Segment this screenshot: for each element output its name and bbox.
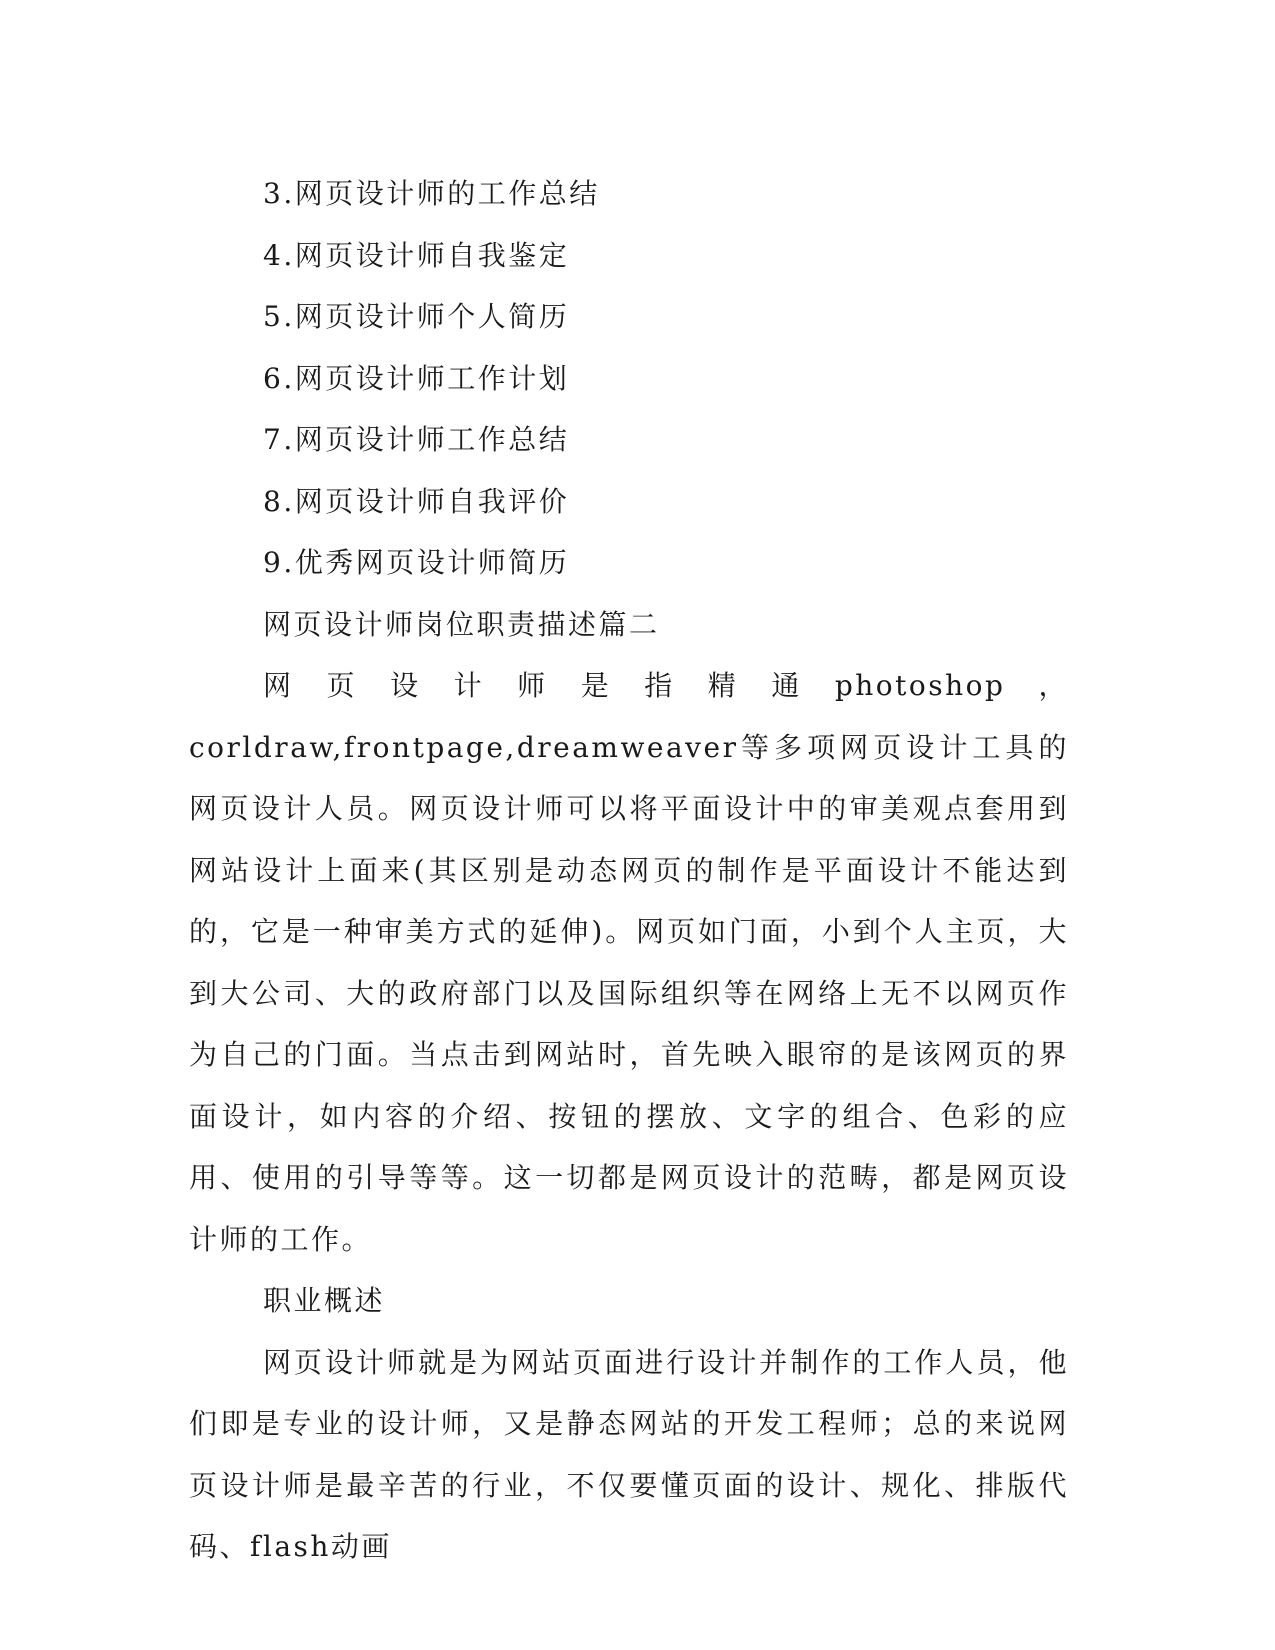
list-item: 8.网页设计师自我评价: [263, 484, 570, 518]
document-body: [189, 163, 1069, 1578]
paragraph-overview: 网页设计师就是为网站页面进行设计并制作的工作人员，他们即是专业的设计师，又是静态网站的开发工程师；总的来说网页设计师是最辛苦的行业，不仅要懂页面的设计、规化、排版代码、flash动画: [189, 1345, 1069, 1563]
list-item: 6.网页设计师工作计划: [263, 361, 570, 395]
list-item: 7.网页设计师工作总结: [263, 423, 570, 456]
list-item: 4.网页设计师自我鉴定: [263, 238, 570, 272]
list-item: 9.优秀网页设计师简历: [263, 546, 570, 579]
list-item: 5.网页设计师个人简历: [263, 300, 570, 333]
sub-heading: 职业概述: [263, 1284, 386, 1317]
section-heading: 网页设计师岗位职责描述篇二: [263, 607, 660, 641]
paragraph-description: 网页设计师是指精通photoshop，corldraw,frontpage,dreamweaver等多项网页设计工具的网页设计人员。网页设计师可以将平面设计中的审美观点套用到网站设计上面来(其区别是动态网页的制作是平面设计不能达到的，它是一种审美方式的延伸)。网页如门面，小到个人主页，大到大公司、大的政府部门以及国际组织等在网络上无不以网页作为自己的门面。当点击到网站时，首先映入眼帘的是该网页的界面设计，如内容的介绍、按钮的摆放、文字的组合、色彩的应用、使用的引导等等。这一切都是网页设计的范畴，都是网页设计师的工作。: [189, 669, 1069, 1256]
list-item: 3.网页设计师的工作总结: [263, 177, 600, 210]
